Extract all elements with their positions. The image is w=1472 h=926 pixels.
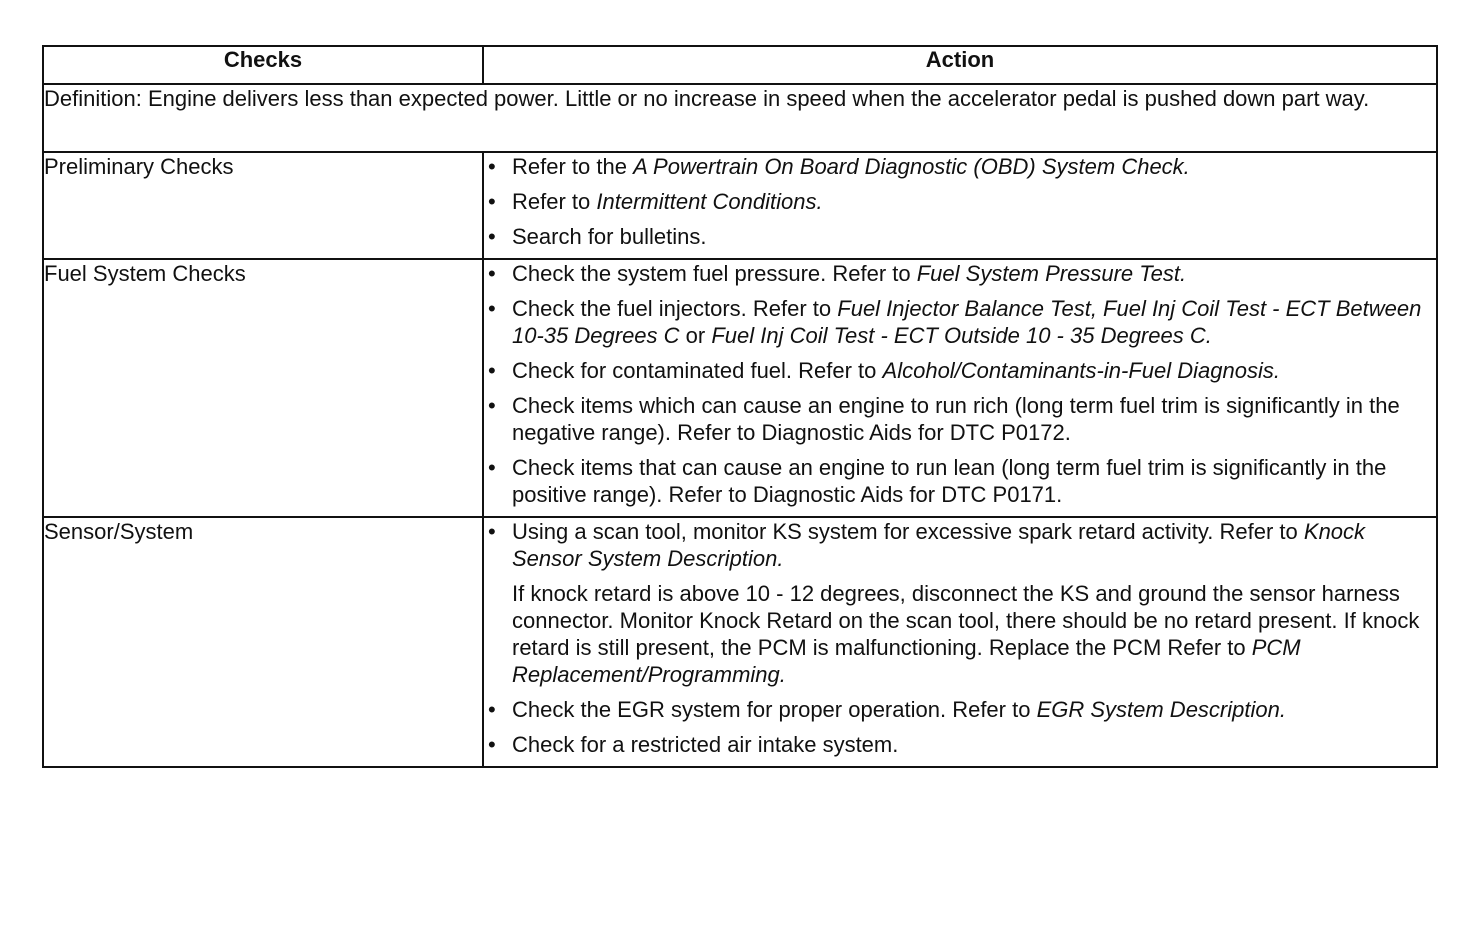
action-text: Check items which can cause an engine to run rich (long term fuel trim is significantly in the negative range). Refer to Diagnostic Aids for DTC P0172. xyxy=(512,393,1400,445)
bullet-icon: • xyxy=(488,358,496,383)
action-text: Check for a restricted air intake system. xyxy=(512,732,899,757)
bullet-icon: • xyxy=(488,393,496,418)
bullet-icon: • xyxy=(488,224,496,249)
bullet-icon: • xyxy=(488,296,496,321)
action-list-cell xyxy=(483,259,1437,517)
check-name: Preliminary Checks xyxy=(43,152,483,259)
action-item xyxy=(484,188,1436,215)
bullet-icon: • xyxy=(488,455,496,480)
reference-text: Fuel System Pressure Test. xyxy=(916,261,1187,286)
action-list-cell xyxy=(483,517,1437,767)
bullet-icon: • xyxy=(488,519,496,544)
action-list xyxy=(484,153,1436,250)
action-text: If knock retard is above 10 - 12 degrees, disconnect the KS and ground the sensor harness connector. Monitor Knock Retard on the scan tool, there should be no retard present. If knock retard is still present, the PCM is malfunctioning. Replace the PCM Refer to xyxy=(512,581,1420,660)
action-item xyxy=(484,153,1436,180)
action-text: Refer to the xyxy=(512,154,634,179)
action-text: Check the system fuel pressure. Refer to xyxy=(512,261,917,286)
table-row xyxy=(43,152,1437,259)
reference-text: PCM Replacement/Programming. xyxy=(512,635,1301,687)
action-list xyxy=(484,518,1436,758)
reference-text: Alcohol/Contaminants-in-Fuel Diagnosis. xyxy=(882,358,1280,383)
action-text: Search for bulletins. xyxy=(512,224,707,249)
header-row xyxy=(43,46,1437,84)
reference-text: Fuel Injector Balance Test, Fuel Inj Coil Test - ECT Between 10-35 Degrees C xyxy=(512,296,1422,348)
action-header: Action xyxy=(483,46,1437,84)
action-text: or xyxy=(679,323,712,348)
action-item xyxy=(484,295,1436,349)
checks-header: Checks xyxy=(43,46,483,84)
definition-row xyxy=(43,84,1437,152)
action-text: Check the fuel injectors. Refer to xyxy=(512,296,838,321)
reference-text: A Powertrain On Board Diagnostic (OBD) System Check. xyxy=(633,154,1190,179)
reference-text: EGR System Description. xyxy=(1036,697,1286,722)
action-item xyxy=(484,518,1436,572)
action-text: Refer to xyxy=(512,189,597,214)
action-item xyxy=(484,731,1436,758)
reference-text: Fuel Inj Coil Test - ECT Outside 10 - 35 Degrees C. xyxy=(711,323,1212,348)
action-item xyxy=(484,454,1436,508)
diagnostic-table xyxy=(42,45,1438,768)
bullet-icon: • xyxy=(488,261,496,286)
action-text: Check for contaminated fuel. Refer to xyxy=(512,358,883,383)
action-list-cell xyxy=(483,152,1437,259)
reference-text: Intermittent Conditions. xyxy=(596,189,823,214)
action-item xyxy=(484,696,1436,723)
action-item xyxy=(484,223,1436,250)
action-text: Check items that can cause an engine to run lean (long term fuel trim is significantly in the positive range). Refer to Diagnostic Aids for DTC P0171. xyxy=(512,455,1387,507)
action-item xyxy=(484,357,1436,384)
action-text: Check the EGR system for proper operation. Refer to xyxy=(512,697,1037,722)
action-text: Using a scan tool, monitor KS system for excessive spark retard activity. Refer to xyxy=(512,519,1304,544)
bullet-icon: • xyxy=(488,189,496,214)
action-item xyxy=(484,260,1436,287)
check-name: Fuel System Checks xyxy=(43,259,483,517)
bullet-icon: • xyxy=(488,154,496,179)
bullet-icon: • xyxy=(488,697,496,722)
action-item xyxy=(484,392,1436,446)
action-list xyxy=(484,260,1436,508)
table-row xyxy=(43,517,1437,767)
check-name: Sensor/System xyxy=(43,517,483,767)
definition-text: Definition: Engine delivers less than expected power. Little or no increase in speed when the accelerator pedal is pushed down part way. xyxy=(43,84,1437,152)
action-note xyxy=(484,580,1436,688)
table-row xyxy=(43,259,1437,517)
bullet-icon: • xyxy=(488,732,496,757)
reference-text: Knock Sensor System Description. xyxy=(512,519,1366,571)
